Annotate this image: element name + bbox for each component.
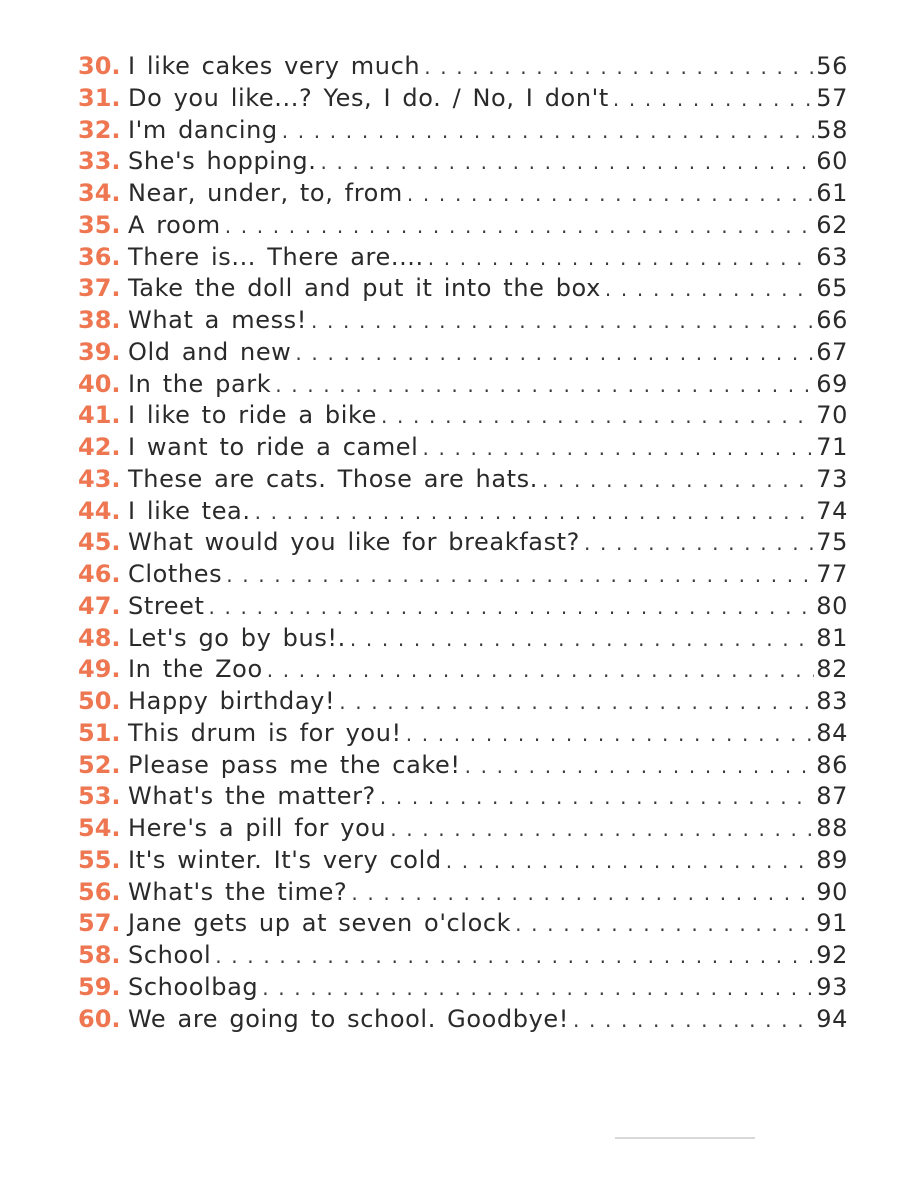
toc-entry-title: It's winter. It's very cold — [128, 845, 442, 874]
toc-entry-number: 42. — [78, 433, 121, 461]
toc-entry — [78, 179, 848, 211]
toc-entry — [78, 941, 848, 973]
toc-entry — [78, 338, 848, 370]
toc-entry-title: Jane gets up at seven o'clock — [128, 909, 512, 938]
toc-entry — [78, 147, 848, 179]
toc-dot-leader — [226, 563, 814, 587]
toc-dot-leader — [407, 182, 814, 206]
toc-entry-number: 50. — [78, 687, 121, 715]
toc-dot-leader — [282, 119, 815, 143]
toc-entry — [78, 909, 848, 941]
toc-entry-number: 48. — [78, 623, 121, 652]
toc-entry-number: 35. — [78, 210, 121, 239]
toc-entry-page-number: 87 — [816, 782, 848, 811]
toc-entry-page-number: 94 — [816, 1004, 848, 1033]
toc-entry — [78, 592, 848, 624]
toc-entry-page-number: 83 — [816, 687, 848, 715]
toc-entry-title: Do you like...? Yes, I do. / No, I don't — [128, 83, 609, 112]
toc-dot-leader — [573, 1008, 814, 1032]
toc-entry — [78, 655, 848, 687]
toc-dot-leader — [605, 277, 814, 301]
toc-entry — [78, 782, 848, 814]
toc-dot-leader — [381, 404, 814, 428]
toc-entry-page-number: 58 — [816, 115, 848, 144]
toc-entry — [78, 433, 848, 465]
toc-entry-page-number: 62 — [816, 210, 848, 239]
toc-entry-number: 52. — [78, 750, 121, 779]
toc-entry — [78, 401, 848, 433]
toc-entry-number: 53. — [78, 782, 121, 811]
toc-entry-page-number: 63 — [816, 242, 848, 271]
toc-entry — [78, 687, 848, 719]
toc-entry-title: I like tea. — [128, 496, 251, 525]
toc-entry — [78, 528, 848, 560]
toc-dot-leader — [465, 754, 815, 778]
toc-entry — [78, 370, 848, 402]
toc-entry-number: 33. — [78, 147, 121, 176]
toc-entry-page-number: 65 — [816, 274, 848, 303]
toc-entry-number: 59. — [78, 972, 121, 1001]
toc-entry-title: We are going to school. Goodbye! — [128, 1004, 569, 1033]
toc-entry-title: Near, under, to, from — [128, 179, 403, 207]
toc-entry — [78, 211, 848, 243]
toc-entry — [78, 846, 848, 878]
toc-entry-number: 54. — [78, 814, 121, 842]
toc-entry-title: What would you like for breakfast? — [128, 528, 581, 557]
toc-entry-page-number: 81 — [816, 623, 848, 652]
toc-dot-leader — [275, 373, 814, 397]
toc-entry — [78, 116, 848, 148]
toc-dot-leader — [390, 817, 814, 841]
toc-entry — [78, 624, 848, 656]
toc-entry-number: 44. — [78, 496, 121, 525]
toc-entry-number: 34. — [78, 179, 121, 207]
toc-entry-number: 39. — [78, 337, 121, 366]
toc-entry-page-number: 56 — [816, 52, 848, 80]
toc-entry-title: I want to ride a camel — [128, 433, 419, 461]
toc-dot-leader — [515, 912, 814, 936]
toc-entry-title: These are cats. Those are hats. — [128, 464, 539, 493]
toc-entry-page-number: 90 — [816, 877, 848, 906]
toc-entry-page-number: 93 — [816, 972, 848, 1001]
toc-dot-leader — [209, 595, 815, 619]
toc-entry-number: 30. — [78, 52, 121, 80]
toc-entry-number: 41. — [78, 401, 121, 430]
toc-entry-title: School — [128, 941, 212, 969]
toc-dot-leader — [262, 976, 814, 1000]
toc-entry-title: In the Zoo — [128, 655, 263, 684]
toc-entry — [78, 560, 848, 592]
toc-entry-title: I like to ride a bike — [128, 401, 378, 430]
toc-entry-page-number: 75 — [816, 528, 848, 557]
toc-dot-leader — [320, 150, 814, 174]
toc-entry-page-number: 91 — [816, 909, 848, 938]
toc-entry-title: Old and new — [128, 337, 292, 366]
toc-entry — [78, 84, 848, 116]
toc-entry-title: This drum is for you! — [128, 718, 402, 747]
toc-entry — [78, 814, 848, 846]
toc-entry-page-number: 71 — [816, 433, 848, 461]
toc-entry — [78, 465, 848, 497]
toc-entry-number: 56. — [78, 877, 121, 906]
toc-entry-number: 37. — [78, 274, 121, 303]
toc-dot-leader — [542, 468, 814, 492]
toc-dot-leader — [613, 87, 814, 111]
toc-entry-page-number: 92 — [816, 941, 848, 969]
toc-entry — [78, 878, 848, 910]
toc-entry-page-number: 80 — [816, 591, 848, 620]
toc-entry-number: 46. — [78, 560, 121, 588]
toc-entry-number: 58. — [78, 941, 121, 969]
toc-entry-page-number: 70 — [816, 401, 848, 430]
toc-entry — [78, 751, 848, 783]
toc-entry-page-number: 86 — [816, 750, 848, 779]
toc-dot-leader — [380, 785, 814, 809]
toc-dot-leader — [406, 722, 815, 746]
footer-divider — [615, 1137, 755, 1139]
toc-entry-title: I like cakes very much — [128, 52, 421, 80]
toc-entry-title: What's the matter? — [128, 782, 376, 811]
toc-entry-number: 47. — [78, 591, 121, 620]
toc-dot-leader — [424, 55, 814, 79]
toc-dot-leader — [215, 944, 814, 968]
toc-entry-page-number: 60 — [816, 147, 848, 176]
toc-entry-title: Happy birthday! — [128, 687, 336, 715]
toc-entry — [78, 52, 848, 84]
toc-dot-leader — [225, 214, 815, 238]
toc-dot-leader — [267, 658, 815, 682]
toc-entry — [78, 973, 848, 1005]
toc-entry-title: A room — [128, 210, 221, 239]
table-of-contents — [78, 52, 848, 1036]
toc-dot-leader — [446, 849, 815, 873]
toc-entry — [78, 719, 848, 751]
toc-entry-number: 32. — [78, 115, 121, 144]
toc-entry-number: 60. — [78, 1004, 121, 1033]
toc-entry-number: 40. — [78, 369, 121, 398]
toc-entry-page-number: 89 — [816, 845, 848, 874]
toc-dot-leader — [255, 500, 815, 524]
toc-entry — [78, 497, 848, 529]
toc-entry-page-number: 84 — [816, 718, 848, 747]
toc-dot-leader — [422, 436, 814, 460]
toc-dot-leader — [350, 627, 814, 651]
toc-dot-leader — [295, 341, 814, 365]
toc-entry-title: There is... There are.... — [128, 242, 424, 271]
toc-dot-leader — [311, 309, 814, 333]
toc-entry-number: 36. — [78, 242, 121, 271]
toc-entry-title: I'm dancing — [128, 115, 278, 144]
toc-entry-title: Clothes — [128, 560, 223, 588]
toc-entry — [78, 243, 848, 275]
toc-entry-number: 49. — [78, 655, 121, 684]
toc-entry-page-number: 61 — [816, 179, 848, 207]
toc-entry-number: 57. — [78, 909, 121, 938]
toc-entry-page-number: 73 — [816, 464, 848, 493]
toc-dot-leader — [339, 690, 814, 714]
toc-entry-page-number: 66 — [816, 306, 848, 334]
toc-entry-page-number: 57 — [816, 83, 848, 112]
toc-entry-page-number: 82 — [816, 655, 848, 684]
toc-entry — [78, 1005, 848, 1037]
toc-entry-page-number: 74 — [816, 496, 848, 525]
toc-entry-title: Schoolbag — [128, 972, 259, 1001]
toc-entry-title: Street — [128, 591, 205, 620]
toc-entry-title: Please pass me the cake! — [128, 750, 461, 779]
toc-entry-title: In the park — [128, 369, 272, 398]
toc-dot-leader — [351, 881, 814, 905]
toc-entry — [78, 306, 848, 338]
toc-entry-title: Take the doll and put it into the box — [128, 274, 601, 303]
toc-entry-number: 51. — [78, 718, 121, 747]
toc-entry-title: Let's go by bus!. — [128, 623, 346, 652]
toc-entry-title: She's hopping. — [128, 147, 317, 176]
toc-entry-number: 55. — [78, 845, 121, 874]
toc-entry-number: 38. — [78, 306, 121, 334]
toc-entry-title: Here's a pill for you — [128, 814, 387, 842]
toc-entry-page-number: 88 — [816, 814, 848, 842]
toc-entry-title: What a mess! — [128, 306, 307, 334]
toc-dot-leader — [428, 246, 814, 270]
toc-entry-number: 43. — [78, 464, 121, 493]
toc-entry-title: What's the time? — [128, 877, 348, 906]
toc-entry-number: 45. — [78, 528, 121, 557]
toc-entry-number: 31. — [78, 83, 121, 112]
toc-dot-leader — [584, 531, 814, 555]
toc-entry — [78, 274, 848, 306]
toc-entry-page-number: 67 — [816, 337, 848, 366]
toc-entry-page-number: 77 — [816, 560, 848, 588]
toc-entry-page-number: 69 — [816, 369, 848, 398]
